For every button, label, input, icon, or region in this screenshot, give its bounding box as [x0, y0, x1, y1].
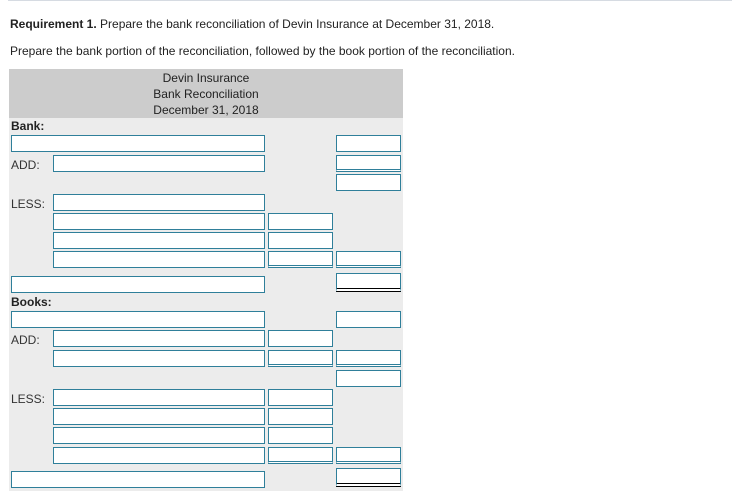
books-less-row1-description-input[interactable] — [53, 389, 265, 406]
bank-less-row2-amount-input[interactable] — [268, 213, 333, 230]
instruction-text: Prepare the bank portion of the reconciliation, followed by the book portion of the reconciliation. — [10, 44, 515, 58]
top-divider — [8, 0, 732, 1]
bank-less-label: LESS: — [11, 197, 46, 211]
requirement-label: Requirement 1. — [10, 17, 97, 31]
bank-less-row3-description-input[interactable] — [53, 232, 265, 249]
bank-less-row1-description-input[interactable] — [53, 194, 265, 211]
books-add-subtotal-input[interactable] — [336, 370, 401, 387]
bank-balance-amount-input[interactable] — [336, 135, 401, 152]
books-less-row1-amount-input[interactable] — [268, 389, 333, 406]
bank-add-subtotal-input[interactable] — [336, 174, 401, 191]
bank-add-label: ADD: — [11, 158, 40, 172]
bank-adjusted-balance-amount-input[interactable] — [336, 273, 401, 292]
books-less-row3-amount-input[interactable] — [268, 427, 333, 444]
books-adjusted-balance-description-input[interactable] — [11, 471, 265, 488]
statement-title: Bank Reconciliation — [153, 87, 259, 101]
reconciliation-header — [9, 69, 403, 118]
books-less-row4-description-input[interactable] — [53, 447, 265, 464]
books-add-row1-amount-input[interactable] — [268, 330, 333, 347]
statement-date: December 31, 2018 — [153, 103, 259, 117]
bank-less-row4-description-input[interactable] — [53, 251, 265, 268]
books-less-row2-amount-input[interactable] — [268, 408, 333, 425]
books-add-label: ADD: — [11, 333, 40, 347]
bank-section-label: Bank: — [11, 119, 45, 133]
books-balance-amount-input[interactable] — [336, 311, 401, 328]
bank-less-row4-amount-input[interactable] — [268, 251, 333, 268]
bank-less-total-input[interactable] — [336, 251, 401, 268]
books-less-label: LESS: — [11, 392, 46, 406]
company-name: Devin Insurance — [162, 71, 250, 85]
bank-adjusted-balance-description-input[interactable] — [11, 276, 265, 293]
requirement-body: Prepare the bank reconciliation of Devin Insurance at December 31, 2018. — [96, 17, 495, 31]
bank-add-amount-input[interactable] — [336, 155, 401, 172]
books-add-row1-description-input[interactable] — [53, 330, 265, 347]
bank-less-row2-description-input[interactable] — [53, 213, 265, 230]
books-less-row4-amount-input[interactable] — [268, 447, 333, 464]
bank-add-description-input[interactable] — [53, 155, 265, 172]
books-less-row2-description-input[interactable] — [53, 408, 265, 425]
requirement-text — [10, 17, 494, 31]
books-add-row2-description-input[interactable] — [53, 350, 265, 367]
bank-less-row3-amount-input[interactable] — [268, 232, 333, 249]
books-add-row2-amount-input[interactable] — [268, 350, 333, 367]
bank-balance-description-input[interactable] — [11, 135, 265, 152]
books-adjusted-balance-amount-input[interactable] — [336, 468, 401, 487]
books-section-label: Books: — [11, 295, 52, 309]
books-less-row3-description-input[interactable] — [53, 427, 265, 444]
books-less-total-input[interactable] — [336, 447, 401, 464]
books-add-total-input[interactable] — [336, 350, 401, 367]
books-balance-description-input[interactable] — [11, 311, 265, 328]
